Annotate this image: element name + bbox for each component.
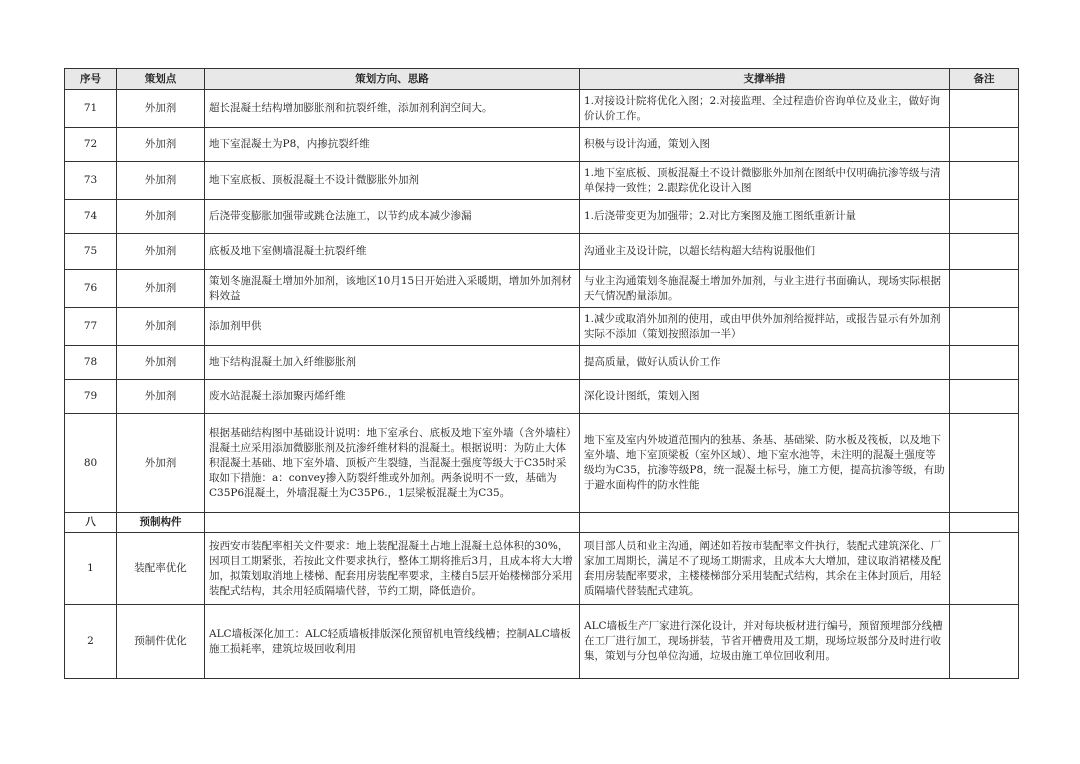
row-measures: 1.地下室底板、顶板混凝土不设计微膨胀外加剂在图纸中仅明确抗渗等级与清单保持一致性；2.跟踪优化设计入图 <box>580 162 950 200</box>
table-row <box>65 414 1019 513</box>
row-measures: 提高质量，做好认质认价工作 <box>580 346 950 380</box>
header-measures: 支撑举措 <box>580 69 950 90</box>
row-notes <box>950 270 1019 308</box>
row-direction: 超长混凝土结构增加膨胀剂和抗裂纤维，添加剂利润空间大。 <box>205 90 580 128</box>
section-seq: 八 <box>65 513 117 533</box>
row-direction: 地下结构混凝土加入纤维膨胀剂 <box>205 346 580 380</box>
table-row <box>65 234 1019 270</box>
row-seq: 71 <box>65 90 117 128</box>
row-direction: 地下室混凝土为P8，内掺抗裂纤维 <box>205 128 580 162</box>
table-row <box>65 605 1019 679</box>
row-measures: 地下室及室内外坡道范围内的独基、条基、基础梁、防水板及筏板，以及地下室外墙、地下室顶梁板（室外区域）、地下室水池等，未注明的混凝土强度等级均为C35，抗渗等级P8，统一混凝土标号，施工方便，提高抗渗等级，有助于避水面构件的防水性能 <box>580 414 950 513</box>
row-measures: 1.减少或取消外加剂的使用，或由甲供外加剂给搅拌站，或报告显示有外加剂实际不添加（策划按照添加一半） <box>580 308 950 346</box>
row-measures: 深化设计图纸，策划入图 <box>580 380 950 414</box>
row-notes <box>950 414 1019 513</box>
row-measures: 1.对接设计院将优化入图；2.对接监理、全过程造价咨询单位及业主，做好询价认价工作。 <box>580 90 950 128</box>
table-row <box>65 162 1019 200</box>
row-point: 外加剂 <box>117 90 205 128</box>
row-notes <box>950 533 1019 605</box>
row-point: 外加剂 <box>117 380 205 414</box>
section-empty <box>950 513 1019 533</box>
header-point: 策划点 <box>117 69 205 90</box>
table-row <box>65 346 1019 380</box>
row-notes <box>950 308 1019 346</box>
section-empty <box>205 513 580 533</box>
row-seq: 79 <box>65 380 117 414</box>
row-direction: 废水站混凝土添加聚丙烯纤维 <box>205 380 580 414</box>
row-notes <box>950 234 1019 270</box>
header-direction: 策划方向、思路 <box>205 69 580 90</box>
table-row <box>65 308 1019 346</box>
row-point: 外加剂 <box>117 414 205 513</box>
row-point: 外加剂 <box>117 200 205 234</box>
row-direction: 后浇带变膨胀加强带或跳仓法施工，以节约成本减少渗漏 <box>205 200 580 234</box>
row-measures: 积极与设计沟通，策划入图 <box>580 128 950 162</box>
row-point: 外加剂 <box>117 162 205 200</box>
row-point: 装配率优化 <box>117 533 205 605</box>
row-point: 外加剂 <box>117 308 205 346</box>
row-seq: 80 <box>65 414 117 513</box>
row-seq: 78 <box>65 346 117 380</box>
section-row <box>65 513 1019 533</box>
row-seq: 1 <box>65 533 117 605</box>
row-point: 外加剂 <box>117 234 205 270</box>
header-notes: 备注 <box>950 69 1019 90</box>
table-row <box>65 380 1019 414</box>
table-row <box>65 200 1019 234</box>
row-seq: 75 <box>65 234 117 270</box>
row-notes <box>950 162 1019 200</box>
row-measures: 与业主沟通策划冬施混凝土增加外加剂，与业主进行书面确认，现场实际根据天气情况酌量添加。 <box>580 270 950 308</box>
table-row <box>65 90 1019 128</box>
table-row <box>65 128 1019 162</box>
row-point: 外加剂 <box>117 346 205 380</box>
row-seq: 74 <box>65 200 117 234</box>
row-point: 外加剂 <box>117 270 205 308</box>
row-notes <box>950 380 1019 414</box>
row-point: 外加剂 <box>117 128 205 162</box>
row-measures: 项目部人员和业主沟通，阐述如若按市装配率文件执行，装配式建筑深化、厂家加工周期长，满足不了现场工期需求，且成本大大增加，建议取消裙楼及配套用房装配率要求，主楼楼梯部分采用装配式结构，其余在主体封顶后，用轻质隔墙代替装配式建筑。 <box>580 533 950 605</box>
row-direction: 策划冬施混凝土增加外加剂，该地区10月15日开始进入采暖期，增加外加剂材料效益 <box>205 270 580 308</box>
section-title: 预制构件 <box>117 513 205 533</box>
row-direction: 底板及地下室侧墙混凝土抗裂纤维 <box>205 234 580 270</box>
row-measures: 沟通业主及设计院，以超长结构超大结构说服他们 <box>580 234 950 270</box>
row-seq: 73 <box>65 162 117 200</box>
row-seq: 72 <box>65 128 117 162</box>
table-row <box>65 270 1019 308</box>
row-point: 预制件优化 <box>117 605 205 679</box>
row-notes <box>950 128 1019 162</box>
row-seq: 77 <box>65 308 117 346</box>
header-row <box>65 69 1019 90</box>
strategy-table <box>64 68 1019 679</box>
row-seq: 76 <box>65 270 117 308</box>
row-measures: 1.后浇带变更为加强带；2.对比方案图及施工图纸重新计量 <box>580 200 950 234</box>
row-notes <box>950 605 1019 679</box>
row-direction: 按西安市装配率相关文件要求：地上装配混凝土占地上混凝土总体积的30%，因项目工期紧张，若按此文件要求执行，整体工期将推后3月，且成本将大大增加，拟策划取消地上楼梯、配套用房装配率要求，主楼自5层开始楼梯部分采用装配式结构，其余用轻质隔墙代替，节约工期，降低造价。 <box>205 533 580 605</box>
row-notes <box>950 200 1019 234</box>
row-notes <box>950 90 1019 128</box>
section-empty <box>580 513 950 533</box>
table-row <box>65 533 1019 605</box>
row-notes <box>950 346 1019 380</box>
row-direction: 地下室底板、顶板混凝土不设计微膨胀外加剂 <box>205 162 580 200</box>
row-direction: 添加剂甲供 <box>205 308 580 346</box>
row-seq: 2 <box>65 605 117 679</box>
row-measures: ALC墙板生产厂家进行深化设计，并对每块板材进行编号，预留预埋部分线槽在工厂进行加工，现场拼装，节省开槽费用及工期，现场垃圾部分及时进行收集，策划与分包单位沟通，垃圾由施工单位回收利用。 <box>580 605 950 679</box>
header-seq: 序号 <box>65 69 117 90</box>
row-direction: ALC墙板深化加工：ALC轻质墙板排版深化预留机电管线线槽；控制ALC墙板施工损耗率，建筑垃圾回收利用 <box>205 605 580 679</box>
row-direction: 根据基础结构图中基础设计说明：地下室承台、底板及地下室外墙（含外墙柱）混凝土应采用添加微膨胀剂及抗渗纤维材料的混凝土。根据说明：为防止大体积混凝土基础、地下室外墙、顶板产生裂缝，当混凝土强度等级大于C35时采取如下措施：a：convey掺入防裂纤维或外加剂。两条说明不一致，基础为C35P6混凝土，外墙混凝土为C35P6.，1层梁板混凝土为C35。 <box>205 414 580 513</box>
